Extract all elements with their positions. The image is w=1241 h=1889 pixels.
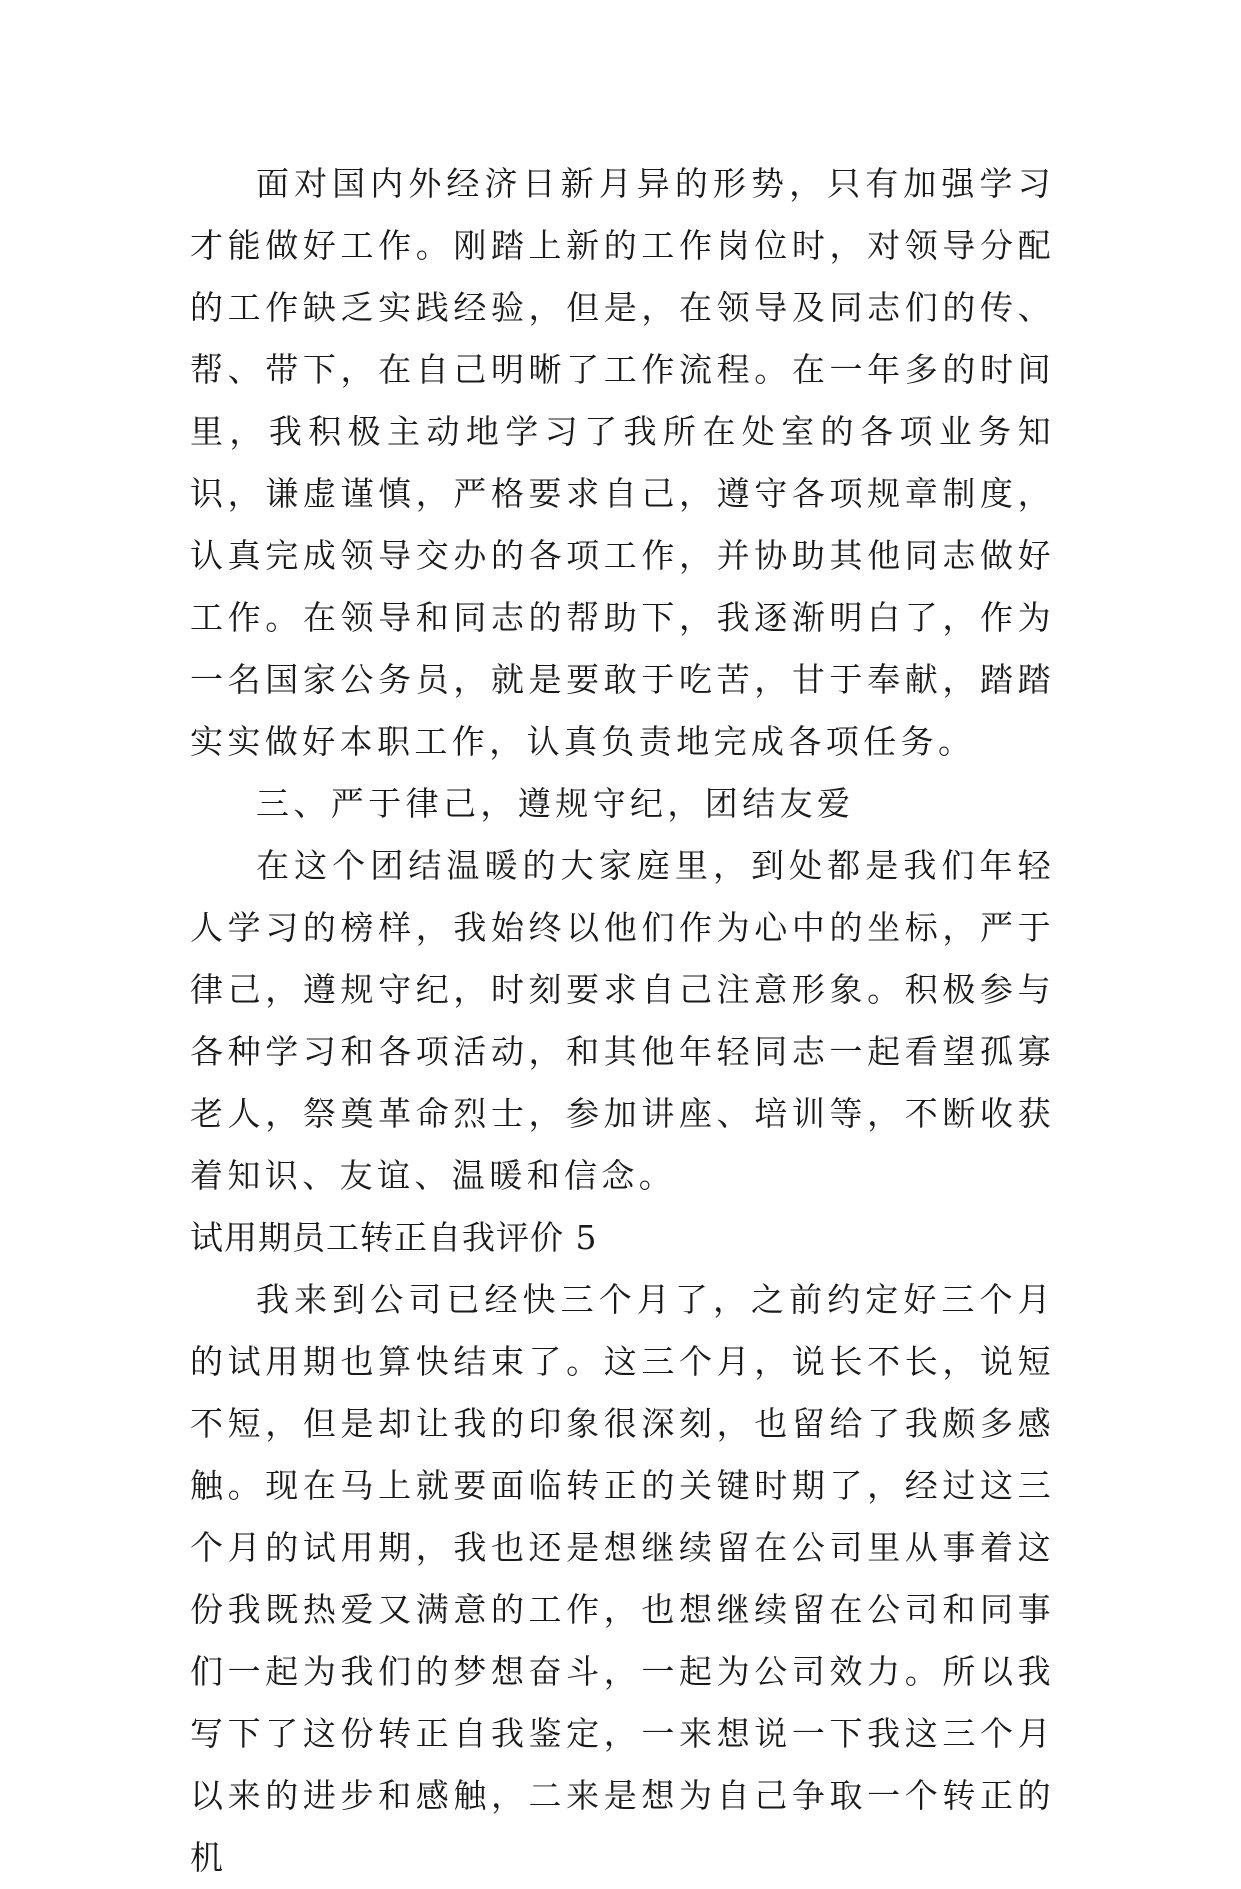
article-title: 试用期员工转正自我评价 5 (190, 1218, 598, 1257)
section-heading-discipline: 三、严于律己，遵规守纪，团结友爱 (256, 784, 855, 823)
paragraph-probation: 我来到公司已经快三个月了，之前约定好三个月的试用期也算快结束了。这三个月，说长不长，说短不短，但是却让我的印象很深刻，也留给了我颇多感触。现在马上就要面临转正的关键时期了，经过这三个月的试用期，我也还是想继续留在公司里从事着这份我既热爱又满意的工作，也想继续留在公司和同事们一起为我们的梦想奋斗，一起为公司效力。所以我写下了这份转正自我鉴定，一来想说一下我这三个月以来的进步和感触，二来是想为自己争取一个转正的机 (190, 1280, 1055, 1877)
document-body (190, 153, 1055, 1889)
paragraph-work-learning: 面对国内外经济日新月异的形势，只有加强学习才能做好工作。刚踏上新的工作岗位时，对领导分配的工作缺乏实践经验，但是，在领导及同志们的传、帮、带下，在自己明晰了工作流程。在一年多的时间里，我积极主动地学习了我所在处室的各项业务知识，谦虚谨慎，严格要求自己，遵守各项规章制度，认真完成领导交办的各项工作，并协助其他同志做好工作。在领导和同志的帮助下，我逐渐明白了，作为一名国家公务员，就是要敢于吃苦，甘于奉献，踏踏实实做好本职工作，认真负责地完成各项任务。 (190, 164, 1055, 761)
paragraph-discipline: 在这个团结温暖的大家庭里，到处都是我们年轻人学习的榜样，我始终以他们作为心中的坐标，严于律己，遵规守纪，时刻要求自己注意形象。积极参与各种学习和各项活动，和其他年轻同志一起看望孤寡老人，祭奠革命烈士，参加讲座、培训等，不断收获着知识、友谊、温暖和信念。 (190, 846, 1055, 1195)
